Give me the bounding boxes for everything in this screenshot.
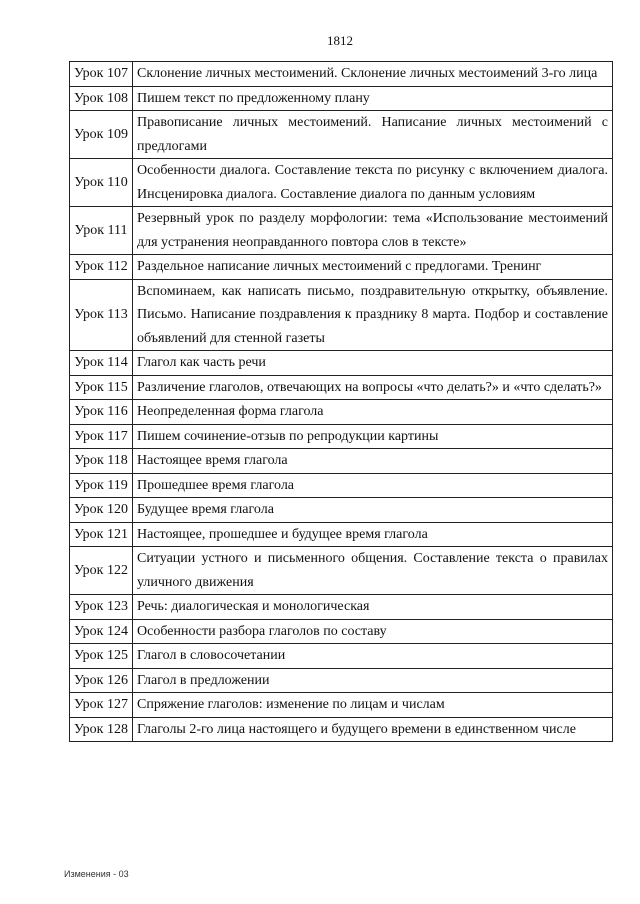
lesson-number: Урок 126 bbox=[70, 668, 133, 693]
table-row bbox=[70, 279, 613, 351]
lesson-number: Урок 115 bbox=[70, 375, 133, 400]
table-row bbox=[70, 400, 613, 425]
lesson-number: Урок 110 bbox=[70, 159, 133, 207]
lesson-number: Урок 119 bbox=[70, 473, 133, 498]
lesson-number: Урок 121 bbox=[70, 522, 133, 547]
lesson-number: Урок 128 bbox=[70, 717, 133, 742]
lesson-number: Урок 116 bbox=[70, 400, 133, 425]
lesson-number: Урок 113 bbox=[70, 279, 133, 351]
lesson-topic: Глаголы 2-го лица настоящего и будущего времени в единственном числе bbox=[133, 717, 613, 742]
lesson-topic: Особенности разбора глаголов по составу bbox=[133, 619, 613, 644]
lesson-topic: Будущее время глагола bbox=[133, 498, 613, 523]
table-row bbox=[70, 473, 613, 498]
lesson-topic: Пишем текст по предложенному плану bbox=[133, 86, 613, 111]
lesson-topic: Пишем сочинение-отзыв по репродукции картины bbox=[133, 424, 613, 449]
lesson-number: Урок 114 bbox=[70, 351, 133, 376]
table-row bbox=[70, 693, 613, 718]
table-row bbox=[70, 207, 613, 255]
lesson-topic: Глагол как часть речи bbox=[133, 351, 613, 376]
table-row bbox=[70, 449, 613, 474]
page-number: 1812 bbox=[327, 33, 353, 48]
lesson-topic: Речь: диалогическая и монологическая bbox=[133, 595, 613, 620]
lesson-number: Урок 112 bbox=[70, 255, 133, 280]
table-row bbox=[70, 522, 613, 547]
table-row bbox=[70, 498, 613, 523]
lesson-topic: Правописание личных местоимений. Написание личных местоимений с предлогами bbox=[133, 111, 613, 159]
lesson-topic: Спряжение глаголов: изменение по лицам и числам bbox=[133, 693, 613, 718]
lesson-topic: Прошедшее время глагола bbox=[133, 473, 613, 498]
lesson-topic: Склонение личных местоимений. Склонение личных местоимений 3-го лица bbox=[133, 62, 613, 87]
table-row bbox=[70, 111, 613, 159]
table-row bbox=[70, 547, 613, 595]
table-row bbox=[70, 668, 613, 693]
lesson-number: Урок 122 bbox=[70, 547, 133, 595]
lesson-number: Урок 125 bbox=[70, 644, 133, 669]
lesson-topic: Глагол в словосочетании bbox=[133, 644, 613, 669]
lesson-topic: Резервный урок по разделу морфологии: тема «Использование местоимений для устранения неоправданного повтора слов в тексте» bbox=[133, 207, 613, 255]
table-row bbox=[70, 159, 613, 207]
lesson-number: Урок 109 bbox=[70, 111, 133, 159]
lesson-topic: Настоящее, прошедшее и будущее время глагола bbox=[133, 522, 613, 547]
table-row bbox=[70, 717, 613, 742]
lesson-number: Урок 107 bbox=[70, 62, 133, 87]
lesson-topic: Вспоминаем, как написать письмо, поздравительную открытку, объявление. Письмо. Написание поздравления к празднику 8 марта. Подбор и составление объявлений для стенной газеты bbox=[133, 279, 613, 351]
lesson-topic: Настоящее время глагола bbox=[133, 449, 613, 474]
table-row bbox=[70, 619, 613, 644]
table-row bbox=[70, 375, 613, 400]
lesson-number: Урок 111 bbox=[70, 207, 133, 255]
lesson-number: Урок 118 bbox=[70, 449, 133, 474]
lesson-topic: Различение глаголов, отвечающих на вопросы «что делать?» и «что сделать?» bbox=[133, 375, 613, 400]
lesson-topic: Неопределенная форма глагола bbox=[133, 400, 613, 425]
lesson-number: Урок 120 bbox=[70, 498, 133, 523]
lesson-topic: Раздельное написание личных местоимений с предлогами. Тренинг bbox=[133, 255, 613, 280]
table-row bbox=[70, 255, 613, 280]
table-row bbox=[70, 595, 613, 620]
lesson-number: Урок 108 bbox=[70, 86, 133, 111]
lesson-table-body bbox=[70, 62, 613, 742]
lesson-table bbox=[69, 61, 613, 742]
lesson-number: Урок 123 bbox=[70, 595, 133, 620]
lesson-number: Урок 117 bbox=[70, 424, 133, 449]
table-row bbox=[70, 351, 613, 376]
lesson-number: Урок 127 bbox=[70, 693, 133, 718]
lesson-topic: Особенности диалога. Составление текста по рисунку с включением диалога. Инсценировка диалога. Составление диалога по данным условиям bbox=[133, 159, 613, 207]
lesson-number: Урок 124 bbox=[70, 619, 133, 644]
lesson-topic: Глагол в предложении bbox=[133, 668, 613, 693]
table-row bbox=[70, 644, 613, 669]
table-row bbox=[70, 62, 613, 87]
lesson-topic: Ситуации устного и письменного общения. Составление текста о правилах уличного движения bbox=[133, 547, 613, 595]
table-row bbox=[70, 424, 613, 449]
table-row bbox=[70, 86, 613, 111]
footer-note: Изменения - 03 bbox=[64, 869, 129, 879]
